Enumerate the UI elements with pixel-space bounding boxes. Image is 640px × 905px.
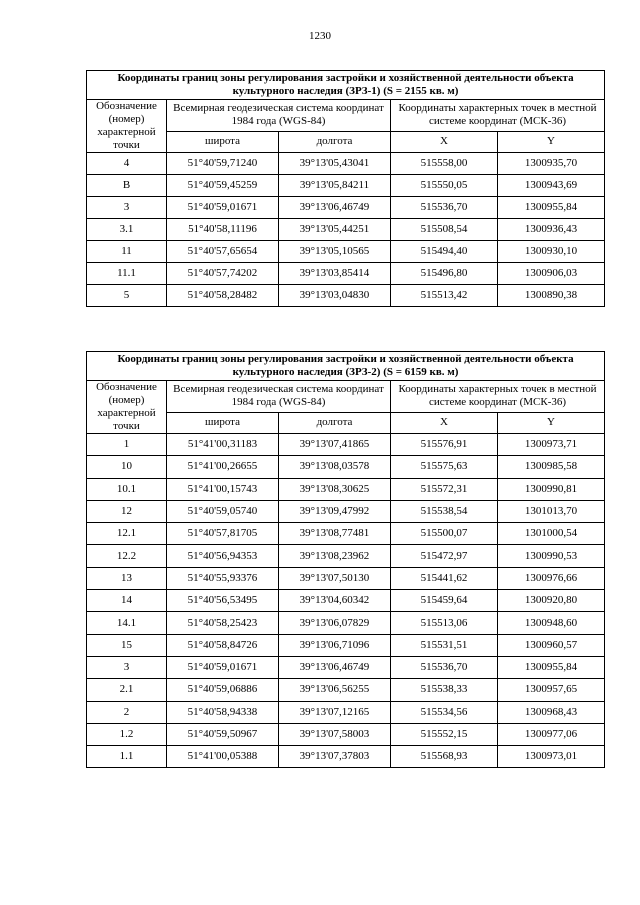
- cell-y: 1300920,80: [498, 590, 605, 612]
- cell-longitude: 39°13'07,37803: [279, 746, 391, 768]
- cell-latitude: 51°40'59,71240: [167, 153, 279, 175]
- cell-point-id: 13: [87, 567, 167, 589]
- cell-latitude: 51°40'57,65654: [167, 241, 279, 263]
- cell-latitude: 51°41'00,15743: [167, 478, 279, 500]
- header-x: X: [391, 412, 498, 433]
- table-title: Координаты границ зоны регулирования застройки и хозяйственной деятельности объекта культурного наследия (ЗРЗ-1) (S = 2155 кв. м): [87, 71, 605, 100]
- cell-point-id: 15: [87, 634, 167, 656]
- header-wgs84: Всемирная геодезическая система координат 1984 года (WGS-84): [167, 100, 391, 132]
- table-row: [87, 523, 605, 545]
- cell-y: 1300955,84: [498, 197, 605, 219]
- cell-point-id: 14: [87, 590, 167, 612]
- cell-y: 1300957,65: [498, 679, 605, 701]
- cell-longitude: 39°13'03,04830: [279, 285, 391, 307]
- cell-x: 515441,62: [391, 567, 498, 589]
- header-point-designation: Обозначение (номер) характерной точки: [87, 381, 167, 434]
- header-longitude: долгота: [279, 412, 391, 433]
- cell-y: 1300936,43: [498, 219, 605, 241]
- cell-x: 515536,70: [391, 197, 498, 219]
- coordinates-table-zrz2: [86, 351, 605, 768]
- table-row: [87, 545, 605, 567]
- table-row: [87, 746, 605, 768]
- cell-point-id: 3: [87, 197, 167, 219]
- cell-point-id: 2.1: [87, 679, 167, 701]
- header-point-designation: Обозначение (номер) характерной точки: [87, 100, 167, 153]
- cell-latitude: 51°41'00,05388: [167, 746, 279, 768]
- cell-point-id: 1.1: [87, 746, 167, 768]
- header-y: Y: [498, 131, 605, 152]
- table-row: [87, 153, 605, 175]
- header-y: Y: [498, 412, 605, 433]
- cell-x: 515552,15: [391, 723, 498, 745]
- cell-y: 1300973,01: [498, 746, 605, 768]
- table-row: [87, 723, 605, 745]
- cell-y: 1301013,70: [498, 500, 605, 522]
- cell-latitude: 51°40'59,50967: [167, 723, 279, 745]
- cell-x: 515508,54: [391, 219, 498, 241]
- cell-y: 1300935,70: [498, 153, 605, 175]
- cell-longitude: 39°13'05,43041: [279, 153, 391, 175]
- cell-longitude: 39°13'03,85414: [279, 263, 391, 285]
- cell-x: 515550,05: [391, 175, 498, 197]
- cell-x: 515531,51: [391, 634, 498, 656]
- cell-latitude: 51°40'58,25423: [167, 612, 279, 634]
- cell-y: 1300943,69: [498, 175, 605, 197]
- table-row: [87, 456, 605, 478]
- cell-longitude: 39°13'04,60342: [279, 590, 391, 612]
- page-number: 1230: [309, 30, 331, 42]
- cell-point-id: 4: [87, 153, 167, 175]
- table-row: [87, 612, 605, 634]
- cell-longitude: 39°13'05,10565: [279, 241, 391, 263]
- cell-point-id: 10: [87, 456, 167, 478]
- cell-latitude: 51°40'59,06886: [167, 679, 279, 701]
- cell-y: 1300968,43: [498, 701, 605, 723]
- cell-point-id: 14.1: [87, 612, 167, 634]
- cell-point-id: 12: [87, 500, 167, 522]
- cell-point-id: 12.2: [87, 545, 167, 567]
- cell-longitude: 39°13'05,44251: [279, 219, 391, 241]
- cell-longitude: 39°13'07,50130: [279, 567, 391, 589]
- cell-point-id: 12.1: [87, 523, 167, 545]
- cell-y: 1300955,84: [498, 656, 605, 678]
- cell-latitude: 51°40'58,11196: [167, 219, 279, 241]
- header-msk36: Координаты характерных точек в местной системе координат (МСК-36): [391, 100, 605, 132]
- cell-x: 515575,63: [391, 456, 498, 478]
- cell-latitude: 51°40'56,94353: [167, 545, 279, 567]
- cell-latitude: 51°40'58,28482: [167, 285, 279, 307]
- cell-y: 1300976,66: [498, 567, 605, 589]
- coordinates-table-zrz1: [86, 70, 605, 307]
- cell-y: 1300890,38: [498, 285, 605, 307]
- cell-latitude: 51°40'57,81705: [167, 523, 279, 545]
- cell-longitude: 39°13'08,23962: [279, 545, 391, 567]
- cell-latitude: 51°40'59,45259: [167, 175, 279, 197]
- cell-longitude: 39°13'06,07829: [279, 612, 391, 634]
- table-row: [87, 567, 605, 589]
- cell-x: 515472,97: [391, 545, 498, 567]
- cell-x: 515513,06: [391, 612, 498, 634]
- table-row: [87, 634, 605, 656]
- cell-y: 1300990,81: [498, 478, 605, 500]
- table-row: [87, 219, 605, 241]
- cell-longitude: 39°13'07,12165: [279, 701, 391, 723]
- cell-x: 515572,31: [391, 478, 498, 500]
- cell-latitude: 51°40'59,01671: [167, 197, 279, 219]
- cell-point-id: 3.1: [87, 219, 167, 241]
- cell-latitude: 51°40'59,05740: [167, 500, 279, 522]
- cell-x: 515538,54: [391, 500, 498, 522]
- cell-x: 515558,00: [391, 153, 498, 175]
- cell-point-id: 11: [87, 241, 167, 263]
- table-row: [87, 679, 605, 701]
- cell-latitude: 51°40'56,53495: [167, 590, 279, 612]
- header-longitude: долгота: [279, 131, 391, 152]
- cell-point-id: 11.1: [87, 263, 167, 285]
- cell-point-id: B: [87, 175, 167, 197]
- cell-point-id: 1.2: [87, 723, 167, 745]
- cell-x: 515536,70: [391, 656, 498, 678]
- cell-y: 1300977,06: [498, 723, 605, 745]
- cell-latitude: 51°41'00,26655: [167, 456, 279, 478]
- table-row: [87, 263, 605, 285]
- cell-latitude: 51°40'57,74202: [167, 263, 279, 285]
- cell-point-id: 3: [87, 656, 167, 678]
- cell-x: 515513,42: [391, 285, 498, 307]
- table-row: [87, 285, 605, 307]
- cell-longitude: 39°13'08,03578: [279, 456, 391, 478]
- cell-latitude: 51°40'59,01671: [167, 656, 279, 678]
- cell-latitude: 51°40'55,93376: [167, 567, 279, 589]
- cell-y: 1300973,71: [498, 434, 605, 456]
- table-row: [87, 175, 605, 197]
- cell-y: 1301000,54: [498, 523, 605, 545]
- cell-longitude: 39°13'07,41865: [279, 434, 391, 456]
- cell-longitude: 39°13'08,30625: [279, 478, 391, 500]
- cell-point-id: 1: [87, 434, 167, 456]
- cell-x: 515459,64: [391, 590, 498, 612]
- cell-x: 515500,07: [391, 523, 498, 545]
- cell-longitude: 39°13'06,46749: [279, 656, 391, 678]
- cell-y: 1300960,57: [498, 634, 605, 656]
- cell-y: 1300990,53: [498, 545, 605, 567]
- table-row: [87, 478, 605, 500]
- table-row: [87, 701, 605, 723]
- cell-y: 1300985,58: [498, 456, 605, 478]
- header-msk36: Координаты характерных точек в местной системе координат (МСК-36): [391, 381, 605, 413]
- table-row: [87, 590, 605, 612]
- cell-x: 515534,56: [391, 701, 498, 723]
- cell-x: 515538,33: [391, 679, 498, 701]
- table-title: Координаты границ зоны регулирования застройки и хозяйственной деятельности объекта культурного наследия (ЗРЗ-2) (S = 6159 кв. м): [87, 352, 605, 381]
- cell-longitude: 39°13'08,77481: [279, 523, 391, 545]
- header-latitude: широта: [167, 412, 279, 433]
- table-row: [87, 500, 605, 522]
- cell-y: 1300948,60: [498, 612, 605, 634]
- cell-longitude: 39°13'06,46749: [279, 197, 391, 219]
- header-x: X: [391, 131, 498, 152]
- cell-latitude: 51°41'00,31183: [167, 434, 279, 456]
- cell-y: 1300930,10: [498, 241, 605, 263]
- header-latitude: широта: [167, 131, 279, 152]
- table-row: [87, 197, 605, 219]
- cell-point-id: 5: [87, 285, 167, 307]
- cell-x: 515576,91: [391, 434, 498, 456]
- cell-longitude: 39°13'06,71096: [279, 634, 391, 656]
- cell-x: 515568,93: [391, 746, 498, 768]
- header-wgs84: Всемирная геодезическая система координат 1984 года (WGS-84): [167, 381, 391, 413]
- table-row: [87, 241, 605, 263]
- cell-longitude: 39°13'07,58003: [279, 723, 391, 745]
- table-row: [87, 434, 605, 456]
- cell-longitude: 39°13'06,56255: [279, 679, 391, 701]
- cell-longitude: 39°13'09,47992: [279, 500, 391, 522]
- table-row: [87, 656, 605, 678]
- cell-y: 1300906,03: [498, 263, 605, 285]
- cell-x: 515494,40: [391, 241, 498, 263]
- cell-latitude: 51°40'58,84726: [167, 634, 279, 656]
- cell-x: 515496,80: [391, 263, 498, 285]
- cell-longitude: 39°13'05,84211: [279, 175, 391, 197]
- cell-latitude: 51°40'58,94338: [167, 701, 279, 723]
- cell-point-id: 2: [87, 701, 167, 723]
- cell-point-id: 10.1: [87, 478, 167, 500]
